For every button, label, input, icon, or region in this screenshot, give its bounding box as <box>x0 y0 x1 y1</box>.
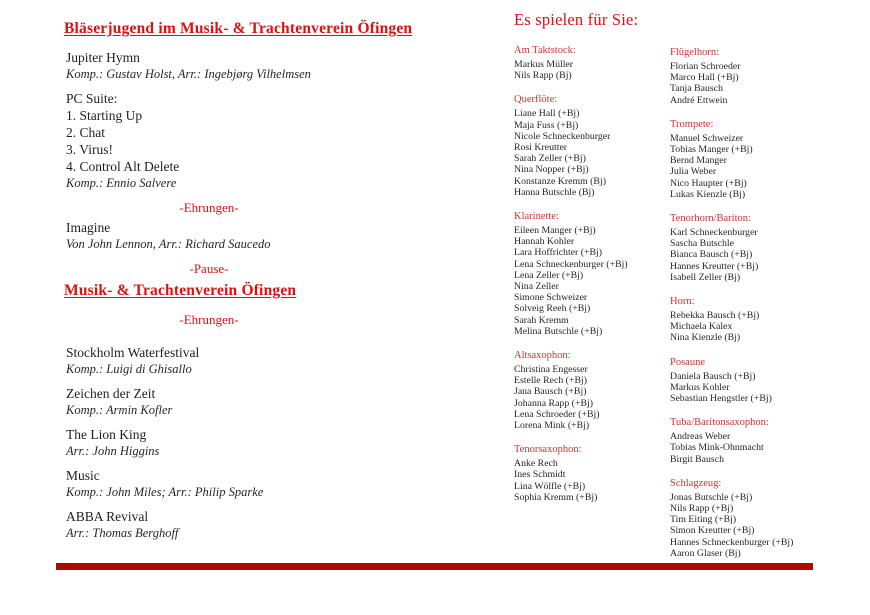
member-name: Anke Rech <box>514 458 558 470</box>
piece-movement: 1. Starting Up <box>66 108 143 123</box>
footer-rule <box>56 563 813 570</box>
piece-title: The Lion King <box>66 427 147 442</box>
member-name: Maja Fuss (+Bj) <box>514 119 579 131</box>
member-name: Lena Zeller (+Bj) <box>514 269 584 281</box>
member-name: Markus Kohler <box>670 381 730 393</box>
member-name: Nils Rapp (+Bj) <box>670 503 734 515</box>
program-piece <box>66 508 434 541</box>
member-name: Aaron Glaser (Bj) <box>670 547 741 559</box>
piece-credit: Von John Lennon, Arr.: Richard Saucedo <box>66 237 271 251</box>
ensemble-heading: Musik- & Trachtenverein Öfingen <box>64 282 297 299</box>
piece-credit: Komp.: John Miles; Arr.: Philip Sparke <box>66 485 264 499</box>
instrument-title: Schlagzeug: <box>670 477 722 489</box>
instrument-title: Querflöte: <box>514 94 558 106</box>
program-column <box>64 18 434 549</box>
member-name: Lukas Kienzle (Bj) <box>670 188 746 200</box>
member-name: Nina Nopper (+Bj) <box>514 164 589 176</box>
piece-title: Jupiter Hymn <box>66 50 140 65</box>
member-name: Hannes Schneckenburger (+Bj) <box>670 536 794 548</box>
member-name: Ines Schmidt <box>514 469 566 481</box>
member-name: Sarah Kremm <box>514 314 569 326</box>
piece-movement: 3. Virus! <box>66 142 113 157</box>
instrument-title: Tenorsaxophon: <box>514 444 582 456</box>
instrument-section <box>514 93 669 198</box>
instrument-section <box>670 46 870 106</box>
member-name: Nicole Schneckenburger <box>514 130 611 142</box>
member-name: Isabell Zeller (Bj) <box>670 271 741 283</box>
piece-credit: Arr.: John Higgins <box>66 444 160 458</box>
program-piece <box>66 49 434 82</box>
member-name: Eileen Manger (+Bj) <box>514 225 596 237</box>
member-name: Sascha Butschle <box>670 238 734 250</box>
member-name: Daniela Bausch (+Bj) <box>670 370 756 382</box>
member-name: Estelle Rech (+Bj) <box>514 375 587 387</box>
member-name: Christina Engesser <box>514 364 588 376</box>
piece-credit: Komp.: Armin Kofler <box>66 403 173 417</box>
member-name: Bianca Bausch (+Bj) <box>670 249 753 261</box>
program-piece <box>66 344 434 377</box>
member-name: Tobias Mink-Ohnmacht <box>670 442 764 454</box>
piece-credit: Komp.: Ennio Salvere <box>66 176 177 190</box>
member-name: Florian Schroeder <box>670 61 741 72</box>
member-name: Solveig Reeh (+Bj) <box>514 303 591 315</box>
member-name: Tanja Bausch <box>670 83 723 95</box>
piece-movement: 2. Chat <box>66 125 105 140</box>
instrument-section <box>670 356 870 405</box>
member-name: Marco Hall (+Bj) <box>670 72 739 84</box>
instrument-title: Tenorhorn/Bariton: <box>670 213 751 225</box>
member-name: Liane Hall (+Bj) <box>514 108 580 120</box>
instrument-title: Klarinette: <box>514 211 559 223</box>
instrument-section <box>514 443 669 503</box>
member-name: Nina Kienzle (Bj) <box>670 332 741 344</box>
member-name: Birgit Bausch <box>670 453 724 465</box>
member-name: Karl Schneckenburger <box>670 227 758 239</box>
member-name: Nico Haupter (+Bj) <box>670 177 747 189</box>
member-name: Nina Zeller <box>514 281 559 293</box>
member-name: Lorena Mink (+Bj) <box>514 420 590 432</box>
instrument-title: Flügelhorn: <box>670 47 719 58</box>
member-name: André Ettwein <box>670 94 728 106</box>
instrument-title: Trompete: <box>670 118 714 130</box>
member-name: Sophia Kremm (+Bj) <box>514 491 598 503</box>
member-name: Hanna Butschle (Bj) <box>514 186 595 198</box>
program-piece <box>66 219 434 252</box>
program-piece <box>66 90 434 191</box>
member-name: Rosi Kreutter <box>514 142 568 154</box>
instrument-section <box>670 212 870 283</box>
piece-title: Music <box>66 468 100 483</box>
program-marker: -Ehrungen- <box>179 312 239 327</box>
piece-credit: Komp.: Luigi di Ghisallo <box>66 362 192 376</box>
piece-title: Imagine <box>66 220 111 235</box>
member-name: Tim Eiting (+Bj) <box>670 514 737 526</box>
instrument-title: Posaune <box>670 356 705 368</box>
program-piece <box>66 467 434 500</box>
member-name: Simone Schweizer <box>514 292 588 304</box>
instrument-section <box>670 295 870 344</box>
member-name: Hannah Kohler <box>514 236 575 248</box>
member-name: Johanna Rapp (+Bj) <box>514 397 593 409</box>
member-name: Jana Bausch (+Bj) <box>514 386 587 398</box>
instrument-section <box>670 416 870 465</box>
member-name: Sebastian Hengstler (+Bj) <box>670 393 772 405</box>
program-piece <box>66 426 434 459</box>
instrument-title: Horn: <box>670 296 695 308</box>
member-name: Lina Wölfle (+Bj) <box>514 480 586 492</box>
instrument-section <box>514 44 669 81</box>
instrument-title: Tuba/Baritonsaxophon: <box>670 417 769 429</box>
instrument-section <box>670 118 870 200</box>
program-marker: -Ehrungen- <box>179 200 239 215</box>
program-piece <box>66 385 434 418</box>
member-name: Lena Schneckenburger (+Bj) <box>514 258 628 270</box>
member-name: Melina Butschle (+Bj) <box>514 325 603 337</box>
member-name: Simon Kreutter (+Bj) <box>670 525 755 537</box>
member-name: Julia Weber <box>670 166 717 178</box>
performers-header: Es spielen für Sie: <box>514 10 639 29</box>
member-name: Bernd Manger <box>670 155 727 167</box>
member-name: Michaela Kalex <box>670 321 733 333</box>
member-name: Konstanze Kremm (Bj) <box>514 175 606 187</box>
piece-title: Zeichen der Zeit <box>66 386 156 401</box>
piece-movement: 4. Control Alt Delete <box>66 159 180 174</box>
instrument-section <box>514 210 669 337</box>
member-name: Andreas Weber <box>670 431 731 443</box>
member-name: Jonas Butschle (+Bj) <box>670 491 753 503</box>
performers-column-1 <box>514 44 669 515</box>
instrument-section <box>670 477 870 559</box>
ensemble-heading: Bläserjugend im Musik- & Trachtenverein Öfingen <box>64 20 413 37</box>
member-name: Sarah Zeller (+Bj) <box>514 153 586 165</box>
instrument-title: Am Taktstock: <box>514 45 576 56</box>
member-name: Manuel Schweizer <box>670 132 744 144</box>
member-name: Hannes Kreutter (+Bj) <box>670 260 759 272</box>
instrument-section <box>514 349 669 431</box>
performers-column-2 <box>670 46 870 571</box>
member-name: Lara Hoffrichter (+Bj) <box>514 247 603 259</box>
piece-title: PC Suite: <box>66 91 118 106</box>
instrument-title: Altsaxophon: <box>514 350 571 362</box>
piece-credit: Komp.: Gustav Holst, Arr.: Ingebjørg Vilhelmsen <box>66 67 311 81</box>
piece-title: Stockholm Waterfestival <box>66 345 200 360</box>
piece-title: ABBA Revival <box>66 509 149 524</box>
program-marker: -Pause- <box>189 261 229 276</box>
member-name: Rebekka Bausch (+Bj) <box>670 310 760 322</box>
piece-credit: Arr.: Thomas Berghoff <box>66 526 179 540</box>
member-name: Tobias Manger (+Bj) <box>670 144 753 156</box>
member-name: Lena Schroeder (+Bj) <box>514 408 600 420</box>
member-name: Nils Rapp (Bj) <box>514 70 572 82</box>
member-name: Markus Müller <box>514 59 574 70</box>
